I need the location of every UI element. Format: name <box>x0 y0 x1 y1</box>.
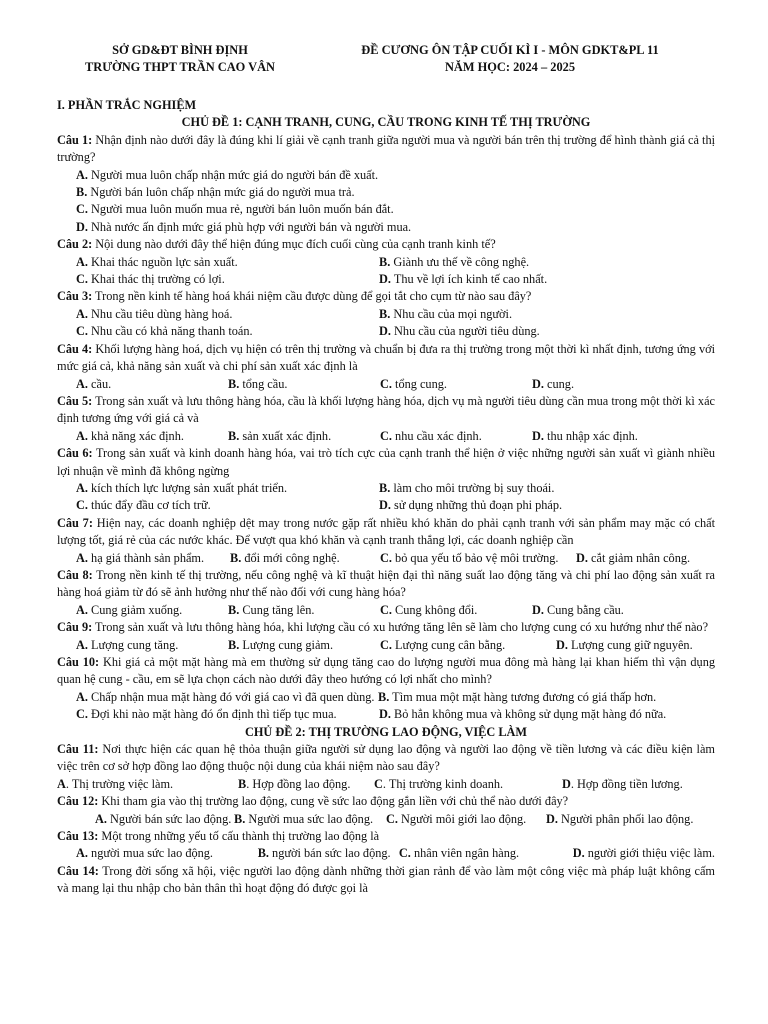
option-d: D. Thu về lợi ích kinh tế cao nhất. <box>379 272 548 287</box>
department-name: SỞ GD&ĐT BÌNH ĐỊNH <box>112 43 248 57</box>
option-c: C. Nhu cầu có khả năng thanh toán. <box>76 324 253 339</box>
option-d: D. Cung bằng cầu. <box>532 602 624 617</box>
question-text: Khi giá cả một mặt hàng mà em thường sử dụng tăng cao do lượng người mua đông mà hàng lại khan hiếm thì vận dụng quan hệ cung - cầu, em sẽ lựa chọn cách nào dưới đây theo hướng có lợi nhất cho mình? <box>57 655 715 687</box>
option-b: B. sản xuất xác định. <box>228 428 332 443</box>
question-label: Câu 10: <box>57 655 100 669</box>
option-d: D. thu nhập xác định. <box>532 428 638 443</box>
question-label: Câu 8: <box>57 567 93 582</box>
topic-2-title: CHỦ ĐỀ 2: THỊ TRƯỜNG LAO ĐỘNG, VIỆC LÀM <box>244 724 528 739</box>
question-1 <box>57 132 715 167</box>
question-6 <box>57 445 715 480</box>
option-a: A. kích thích lực lượng sản xuất phát triển. <box>76 480 288 495</box>
question-label: Câu 2: <box>57 237 93 252</box>
options-row <box>57 776 715 793</box>
option-a: A. Nhu cầu tiêu dùng hàng hoá. <box>76 306 233 321</box>
option-a: A. Chấp nhận mua mặt hàng đó với giá cao vì đã quen dùng. <box>76 689 375 704</box>
question-3 <box>57 288 715 305</box>
options-row <box>57 811 715 828</box>
option-a: A. hạ giá thành sản phẩm. <box>76 550 205 565</box>
option-d: D. Nhu cầu của người tiêu dùng. <box>379 324 540 339</box>
options-row <box>57 271 715 288</box>
question-label: Câu 3: <box>57 289 93 304</box>
question-text: Khối lượng hàng hoá, dịch vụ hiện có trên thị trường và chuẩn bị đưa ra thị trường trong một thời kì nhất định, tương ứng với mức giá cả, khả năng sản xuất và chi phí sản xuất xác định là <box>57 341 716 374</box>
question-text: Khi tham gia vào thị trường lao động, cung về sức lao động gắn liền với chủ thể nào dưới đây? <box>98 794 569 809</box>
question-text: Nhận định nào dưới đây là đúng khi lí giải về cạnh tranh giữa người mua và người bán trên thị trường để hình thành giá cả thị trường? <box>57 132 716 165</box>
option-b: B. Người mua sức lao động. <box>234 811 374 826</box>
question-13 <box>57 828 715 845</box>
question-text: Trong sản xuất và lưu thông hàng hóa, cầu là khối lượng hàng hóa, dịch vụ mà người tiêu dùng cần mua trong một thời kì xác định tương ứng với giá cả và <box>57 393 715 426</box>
option-a: A. Lượng cung tăng. <box>76 637 179 652</box>
option-b: B. đổi mới công nghệ. <box>230 550 340 565</box>
option-c: C. nhu cầu xác định. <box>380 428 482 443</box>
question-text: Trong đời sống xã hội, việc người lao động dành những thời gian rảnh để vào làm một công việc mà pháp luật không cấm và mang lại thu nhập cho bản thân thì hoạt động đó được gọi là <box>57 863 715 896</box>
option-a: A. Khai thác nguồn lực sản xuất. <box>76 254 238 269</box>
question-label: Câu 1: <box>57 132 93 147</box>
option-c: C. bỏ qua yếu tố bảo vệ môi trường. <box>380 550 559 565</box>
option-d: D. Bỏ hẳn không mua và không sử dụng mặt hàng đó nữa. <box>379 707 667 722</box>
option-c: C. nhân viên ngân hàng. <box>398 846 520 861</box>
exam-title: ĐỀ CƯƠNG ÔN TẬP CUỐI KÌ I - MÔN GDKT&PL 11 <box>361 43 659 57</box>
options-row <box>57 689 715 706</box>
option-d: D. Lượng cung giữ nguyên. <box>556 637 693 652</box>
question-14 <box>57 863 715 898</box>
option-b: B. Hợp đồng lao động. <box>238 776 351 791</box>
option-b: B. Cung tăng lên. <box>228 602 315 617</box>
question-text: Nơi thực hiện các quan hệ thỏa thuận giữa người sử dụng lao động và người lao động về tiền lương và các điều kiện làm việc trên cơ sở hợp đồng lao động thuộc nội dung của khái niệm nào sau đây? <box>57 742 715 774</box>
school-header <box>60 42 300 76</box>
option-a: A. người mua sức lao động. <box>76 846 213 861</box>
option-b: B. tổng cầu. <box>228 376 288 391</box>
options-row <box>57 428 715 445</box>
option-b: B. làm cho môi trường bị suy thoái. <box>379 480 555 495</box>
topic-1-title: CHỦ ĐỀ 1: CẠNH TRANH, CUNG, CẦU TRONG KINH TẾ THỊ TRƯỜNG <box>181 115 591 130</box>
option-d: D. cắt giảm nhân công. <box>576 550 691 565</box>
options-row <box>57 602 715 619</box>
option-a: A. Người mua luôn chấp nhận mức giá do người bán đề xuất. <box>76 167 379 182</box>
question-label: Câu 6: <box>57 446 93 461</box>
option-a: A. Người bán sức lao động. <box>95 811 232 826</box>
question-text: Một trong những yếu tố cấu thành thị trường lao động là <box>98 829 380 844</box>
options-row <box>57 550 715 567</box>
exam-header <box>310 42 710 76</box>
option-c: C. Người mua luôn muốn mua rẻ, người bán luôn muốn bán đắt. <box>76 202 394 217</box>
question-label: Câu 11: <box>57 742 99 757</box>
question-label: Câu 14: <box>57 863 99 878</box>
question-label: Câu 7: <box>57 515 93 530</box>
option-d: D. người giới thiệu việc làm. <box>572 846 715 861</box>
option-d: D. Nhà nước ấn định mức giá phù hợp với người bán và người mua. <box>76 219 412 234</box>
option-a: A. Cung giảm xuống. <box>76 602 183 617</box>
option-b: B. người bán sức lao động. <box>257 846 391 861</box>
school-year: NĂM HỌC: 2024 – 2025 <box>444 60 576 74</box>
option-a: A. Thị trường việc làm. <box>57 776 174 791</box>
option-d: D. cung. <box>532 376 575 391</box>
part-title: I. PHẦN TRẮC NGHIỆM <box>57 98 197 112</box>
question-12 <box>57 793 715 810</box>
options-row <box>57 637 715 654</box>
option-c: C. Đợi khi nào mặt hàng đó ổn định thì tiếp tục mua. <box>76 707 337 722</box>
options-row <box>57 254 715 271</box>
option-c: C. Thị trường kinh doanh. <box>374 776 504 791</box>
question-4 <box>57 341 715 376</box>
question-text: Nội dung nào dưới đây thể hiện đúng mục đích cuối cùng của cạnh tranh kinh tế? <box>92 237 496 252</box>
question-7 <box>57 515 715 550</box>
question-label: Câu 13: <box>57 829 99 844</box>
options-row <box>57 323 715 340</box>
option-b: B. Giành ưu thế về công nghệ. <box>379 254 530 269</box>
question-text: Trong nền kinh tế thị trường, nếu công nghệ và kĩ thuật hiện đại thì năng suất lao động tăng và chi phí lao động sản xuất ra hàng hoá giảm từ đó sẽ ảnh hưởng như thế nào đối với cung hàng hóa? <box>57 567 715 600</box>
question-text: Hiện nay, các doanh nghiệp dệt may trong nước gặp rất nhiều khó khăn do phải cạnh tranh với sản phẩm may mặc có chất lượng tốt, giá rẻ của các nước khác. Để vượt qua khó khăn và cạnh tranh thắng lợi, các doanh nghiệp cần <box>57 515 716 548</box>
options-row <box>57 376 715 393</box>
options-row <box>57 845 715 862</box>
option-c: C. Cung không đổi. <box>380 602 478 617</box>
option-c: C. thúc đẩy đầu cơ tích trữ. <box>76 498 211 513</box>
options-row <box>57 497 715 514</box>
question-5 <box>57 393 715 428</box>
option-d: D. Hợp đồng tiền lương. <box>562 776 683 791</box>
question-10 <box>57 654 715 689</box>
question-label: Câu 9: <box>57 620 93 635</box>
document-body <box>57 97 715 898</box>
question-8 <box>57 567 715 602</box>
option-a: A. khả năng xác định. <box>76 428 184 443</box>
option-b: B. Nhu cầu của mọi người. <box>379 306 513 321</box>
question-text: Trong sản xuất và lưu thông hàng hóa, khi lượng cầu có xu hướng tăng lên sẽ làm cho lượng cung có xu hướng như thế nào? <box>92 620 709 635</box>
option-c: C. Người môi giới lao động. <box>386 811 527 826</box>
options-row <box>57 706 715 723</box>
option-b: B. Người bán luôn chấp nhận mức giá do người mua trả. <box>76 185 355 200</box>
options-row <box>57 480 715 497</box>
question-11 <box>57 741 715 776</box>
option-b: B. Lượng cung giảm. <box>228 637 334 652</box>
option-d: D. sử dụng những thủ đoạn phi pháp. <box>379 498 563 513</box>
question-label: Câu 12: <box>57 794 99 809</box>
option-c: C. Khai thác thị trường có lợi. <box>76 272 225 287</box>
question-label: Câu 4: <box>57 341 93 356</box>
question-2 <box>57 236 715 253</box>
options-row <box>57 306 715 323</box>
option-a: A. cầu. <box>76 376 112 391</box>
option-d: D. Người phân phối lao động. <box>546 811 694 826</box>
question-text: Trong nền kinh tế hàng hoá khái niệm cầu được dùng để gọi tắt cho cụm từ nào sau đây? <box>92 289 532 304</box>
question-label: Câu 5: <box>57 393 93 408</box>
option-c: C. Lượng cung cân bằng. <box>380 637 506 652</box>
question-text: Trong sản xuất và kinh doanh hàng hóa, vai trò tích cực của cạnh tranh thể hiện ở việc những người sản xuất vì giành nhiều lợi nhuận về mình đã không ngừng <box>57 446 716 478</box>
option-c: C. tổng cung. <box>380 376 447 391</box>
question-9 <box>57 619 715 636</box>
school-name: TRƯỜNG THPT TRẦN CAO VÂN <box>84 60 275 74</box>
option-b: B. Tìm mua một mặt hàng tương đương có giá thấp hơn. <box>378 689 657 704</box>
